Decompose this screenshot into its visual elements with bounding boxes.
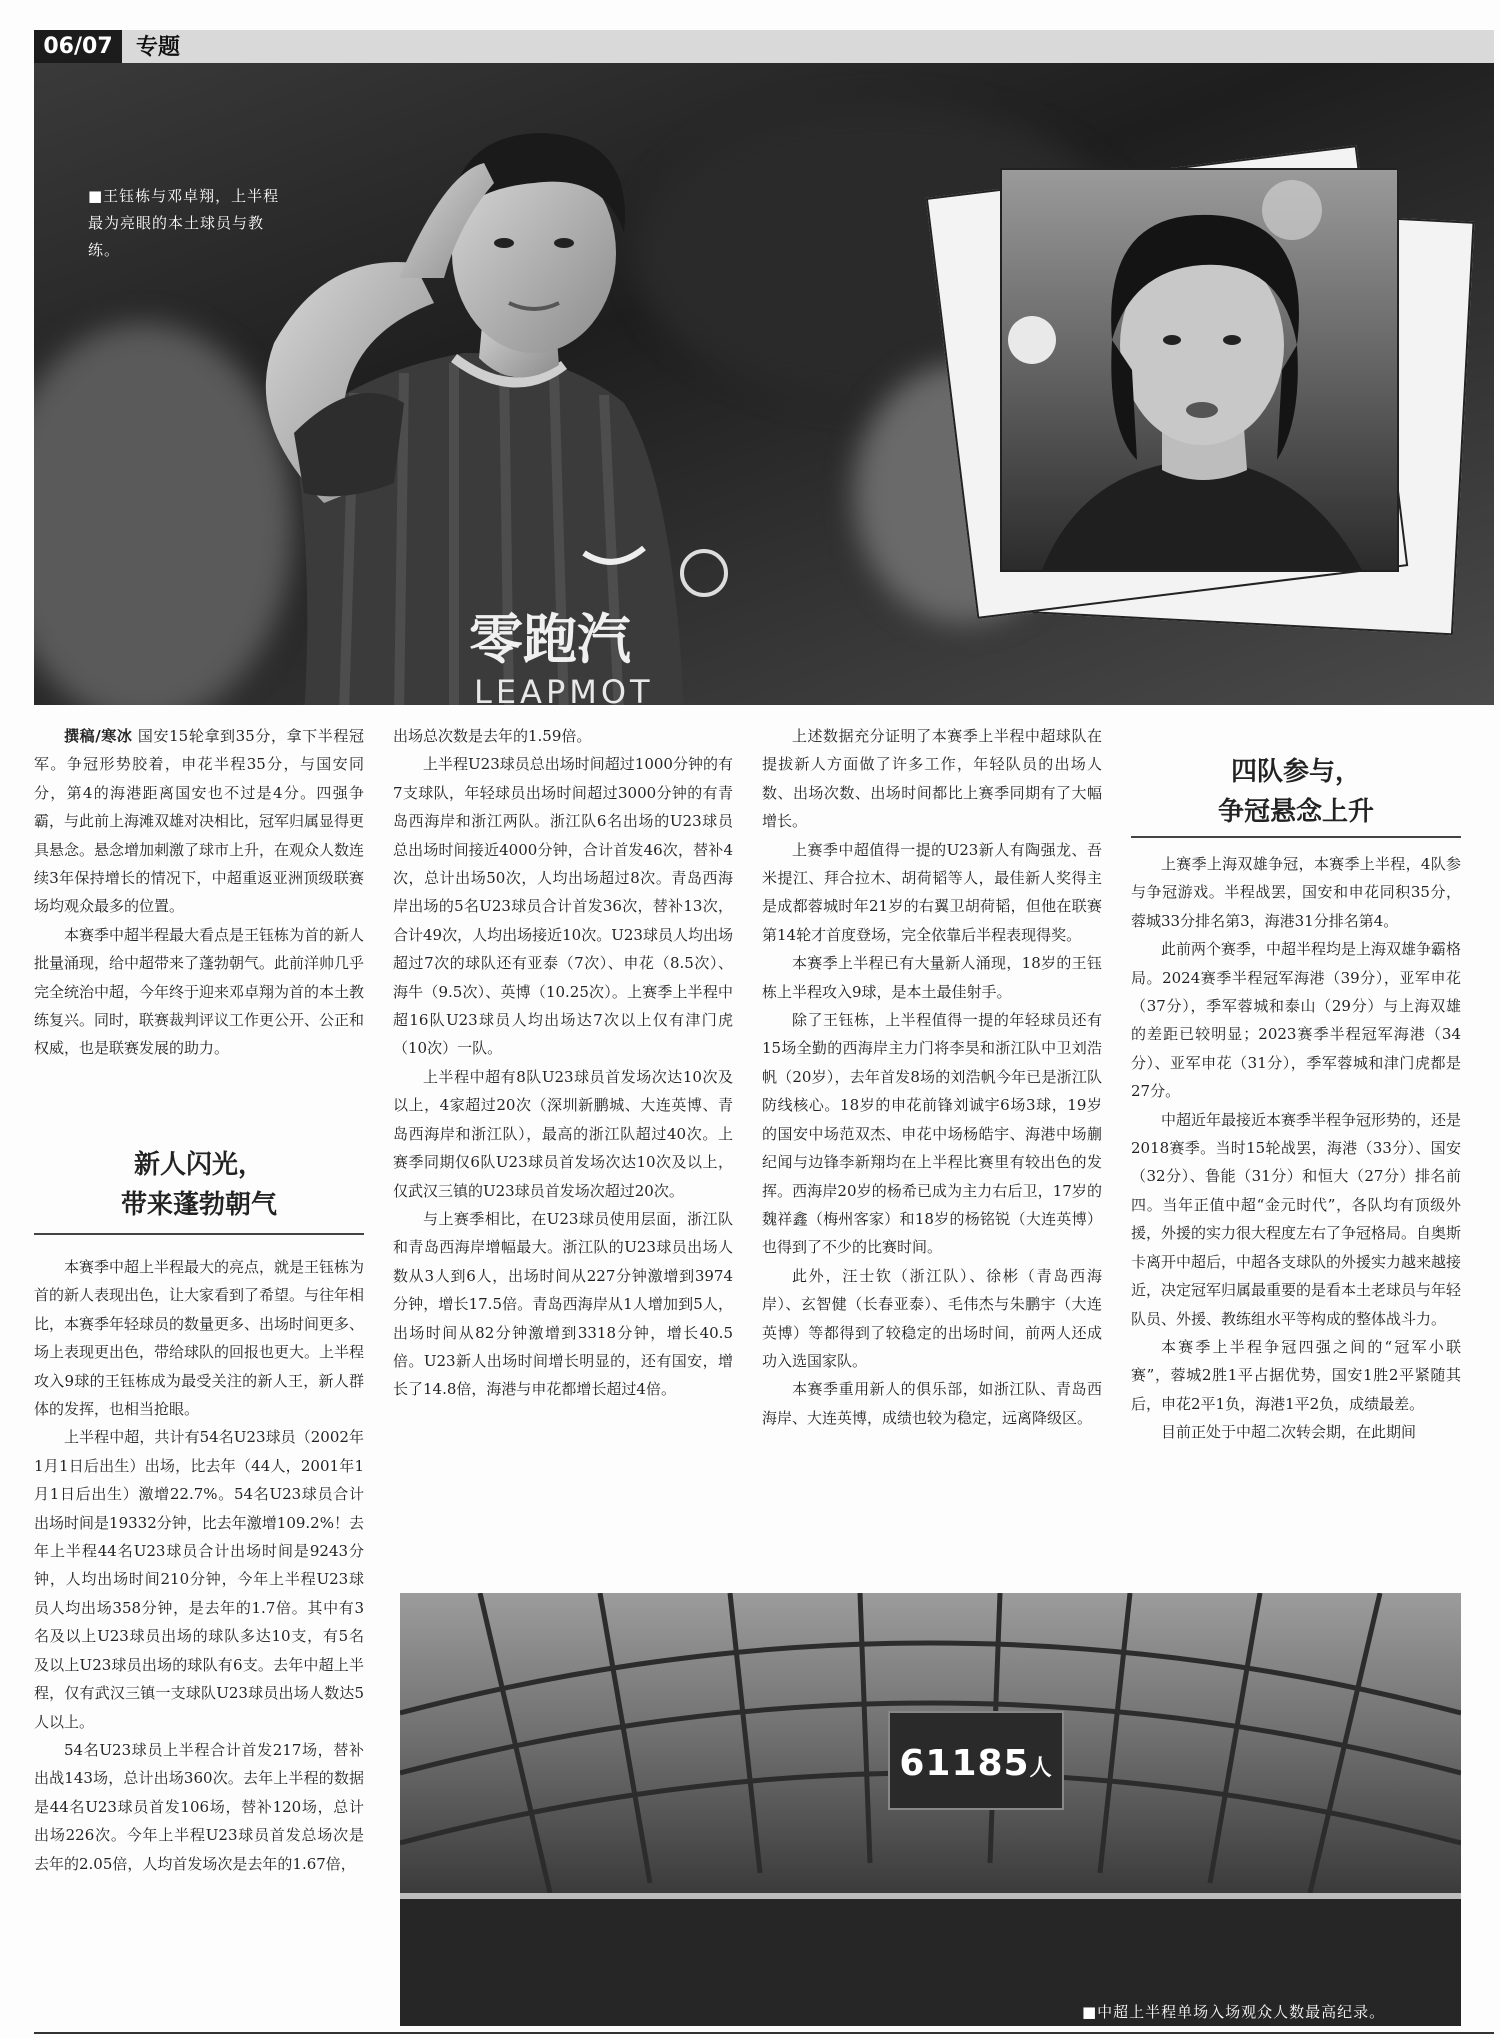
club-crest-icon	[682, 551, 726, 595]
coach-photo	[1000, 168, 1399, 572]
hero-caption: ■王钰栋与邓卓翔，上半程最为亮眼的本土球员与教练。	[88, 187, 280, 259]
header-bar	[34, 30, 1494, 63]
column-1-continued	[34, 1253, 364, 1878]
attendance-board	[888, 1711, 1064, 1810]
section-heading-2	[1131, 752, 1461, 832]
column-4	[1131, 850, 1461, 1447]
player-figure	[204, 103, 764, 711]
paragraph: 此前两个赛季，中超半程均是上海双雄争霸格局。2024赛季半程冠军海港（39分），亚军申花（37分），季军蓉城和泰山（29分）与上海双雄的差距已较明显；2023赛季半程冠军海港（34分）、亚军申花（31分），季军蓉城和津门虎都是27分。	[1131, 940, 1462, 1101]
column-3	[762, 722, 1102, 1432]
paragraph: 此外，汪士钦（浙江队）、徐彬（青岛西海岸）、玄智健（长春亚泰）、毛伟杰与朱鹏宇（大连英博）等都得到了较稳定的出场时间，前两人还成功入选国家队。	[762, 1266, 1102, 1370]
paragraph: 除了王钰栋，上半程值得一提的年轻球员还有15场全勤的西海岸主力门将李昊和浙江队中卫刘浩帆（20岁），去年首发8场的刘浩帆今年已是浙江队防线核心。18岁的申花前锋刘诚宇6场3球，19岁的国安中场范双杰、申花中场杨皓宇、海港中场蒯纪闻与边锋李新翔均在上半程比赛里有较出色的发挥。西海岸20岁的杨希已成为主力右后卫，17岁的魏祥鑫（梅州客家）和18岁的杨铭锐（大连英博）也得到了不少的比赛时间。	[762, 1011, 1102, 1257]
heading-line: 争冠悬念上升	[1217, 797, 1374, 827]
stadium-caption: ■中超上半程单场入场观众人数最高纪录。	[1082, 2003, 1386, 2021]
paragraph: 上述数据充分证明了本赛季上半程中超球队在提拔新人方面做了许多工作，年轻队员的出场人数、出场次数、出场时间都比上赛季同期有了大幅增长。	[762, 727, 1102, 831]
paragraph: 上赛季中超值得一提的U23新人有陶强龙、吾米提江、拜合拉木、胡荷韬等人，最佳新人奖得主是成都蓉城时年21岁的右翼卫胡荷韬，但他在联赛第14轮才首度登场，完全依靠后半程表现得奖。	[762, 840, 1102, 944]
paragraph: 54名U23球员上半程合计首发217场，替补出战143场，总计出场360次。去年上半程的数据是44名U23球员首发106场，替补120场，总计出场226次。今年上半程U23球员首发总场次是去年的2.05倍，人均首发场次是去年的1.67倍，	[34, 1740, 364, 1873]
paragraph: 上半程U23球员总出场时间超过1000分钟的有7支球队，年轻球员出场时间超过3000分钟的有青岛西海岸和浙江两队。浙江队6名出场的U23球员总出场时间接近4000分钟，合计首发46次，替补4次，总计出场50次，人均出场超过8次。青岛西海岸出场的5名U23球员合计首发36次，替补13次，合计49次，人均出场接近10次。U23球员人均出场超过7次的球队还有亚泰（7次）、申花（8.5次）、海牛（9.5次）、英博（10.25次）。上赛季上半程中超16队U23球员人均出场达7次以上仅有津门虎（10次）一队。	[393, 755, 733, 1058]
section-title: 专题	[136, 35, 181, 60]
heading-line: 新人闪光，	[133, 1150, 264, 1180]
paragraph: 中超近年最接近本赛季半程争冠形势的，还是2018赛季。当时15轮战罢，海港（33分）、国安（32分）、鲁能（31分）和恒大（27分）排名前四。当年正值中超“金元时代”，各队均有顶级外援，外援的实力很大程度左右了争冠格局。自奥斯卡离开中超后，中超各支球队的外援实力越来越接近，决定冠军归属最重要的是看本土老球员与年轻队员、外援、教练组水平等构成的整体战斗力。	[1131, 1110, 1462, 1328]
paragraph: 本赛季中超半程最大看点是王钰栋为首的新人批量涌现，给中超带来了蓬勃朝气。此前洋帅几乎完全统治中超，今年终于迎来邓卓翔为首的本土教练复兴。同时，联赛裁判评议工作更公开、公正和权威，也是联赛发展的助力。	[34, 925, 365, 1058]
paragraph: 出场总次数是去年的1.59倍。	[393, 727, 592, 745]
page-number: 06/07	[34, 30, 122, 63]
heading-line: 带来蓬勃朝气	[120, 1190, 277, 1220]
column-1	[34, 722, 364, 1063]
jersey-sponsor: 零跑汽	[469, 608, 631, 671]
paragraph: 目前正处于中超二次转会期，在此期间	[1161, 1423, 1417, 1442]
column-2	[393, 722, 733, 1404]
stadium-photo	[400, 1593, 1461, 2026]
paragraph: 上半程中超有8队U23球员首发场次达10次及以上，4家超过20次（深圳新鹏城、大连英博、青岛西海岸和浙江队），最高的浙江队超过40次。上赛季同期仅6队U23球员首发场次达10次及以上，仅武汉三镇的U23球员首发场次超过20次。	[393, 1067, 733, 1200]
jersey-sponsor-en: LEAPMOT	[474, 673, 654, 711]
paragraph: 国安15轮拿到35分，拿下半程冠军。争冠形势胶着，申花半程35分，与国安同分，第4的海港距离国安也不过是4分。四强争霸，与此前上海滩双雄对决相比，冠军归属显得更具悬念。悬念增加刺激了球市上升，在观众人数连续3年保持增长的情况下，中超重返亚洲顶级联赛场均观众最多的位置。	[34, 727, 365, 916]
paragraph: 本赛季上半程已有大量新人涌现，18岁的王钰栋上半程攻入9球，是本土最佳射手。	[762, 954, 1102, 1001]
bottom-rule	[34, 2032, 1494, 2034]
paragraph: 本赛季中超上半程最大的亮点，就是王钰栋为首的新人表现出色，让大家看到了希望。与往年相比，本赛季年轻球员的数量更多、出场时间更多、场上表现更出色，带给球队的回报也更大。上半程攻入9球的王钰栋成为最受关注的新人王，新人群体的发挥，也相当抢眼。	[34, 1258, 365, 1419]
byline: 撰稿/寒冰	[64, 727, 133, 745]
attendance-unit: 人	[1029, 1756, 1053, 1781]
paragraph: 上半程中超，共计有54名U23球员（2002年1月1日后出生）出场，比去年（44人，2001年1月1日后出生）激增22.7%。54名U23球员合计出场时间是19332分钟，比去年激增109.2%！去年上半程44名U23球员合计出场时间是9243分钟，人均出场时间210分钟，今年上半程U23球员人均出场358分钟，是去年的1.7倍。其中有3名及以上U23球员出场的球队多达10支，有5名及以上U23球员出场的球队有6支。去年中超上半程，仅有武汉三镇一支球队U23球员出场人数达5人以上。	[34, 1428, 364, 1731]
divider	[34, 1233, 364, 1235]
paragraph: 与上赛季相比，在U23球员使用层面，浙江队和青岛西海岸增幅最大。浙江队的U23球员出场人数从3人到6人，出场时间从227分钟激增到3974分钟，增长17.5倍。青岛西海岸从1人增加到5人，出场时间从82分钟激增到3318分钟，增长40.5倍。U23新人出场时间增长明显的，还有国安，增长了14.8倍，海港与申花都增长超过4倍。	[393, 1209, 733, 1399]
heading-line: 四队参与，	[1230, 757, 1361, 787]
paragraph: 本赛季上半程争冠四强之间的“冠军小联赛”，蓉城2胜1平占据优势，国安1胜2平紧随其后，申花2平1负，海港1平2负，成绩最差。	[1131, 1337, 1461, 1413]
attendance-number: 61185	[899, 1743, 1030, 1784]
section-heading-1	[34, 1145, 364, 1225]
paragraph: 上赛季上海双雄争冠，本赛季上半程，4队参与争冠游戏。半程战罢，国安和申花同积35分，蓉城33分排名第3，海港31分排名第4。	[1131, 855, 1461, 930]
coach-figure	[1002, 170, 1397, 570]
divider	[1131, 836, 1461, 838]
paragraph: 本赛季重用新人的俱乐部，如浙江队、青岛西海岸、大连英博，成绩也较为稳定，远离降级区。	[762, 1380, 1102, 1427]
